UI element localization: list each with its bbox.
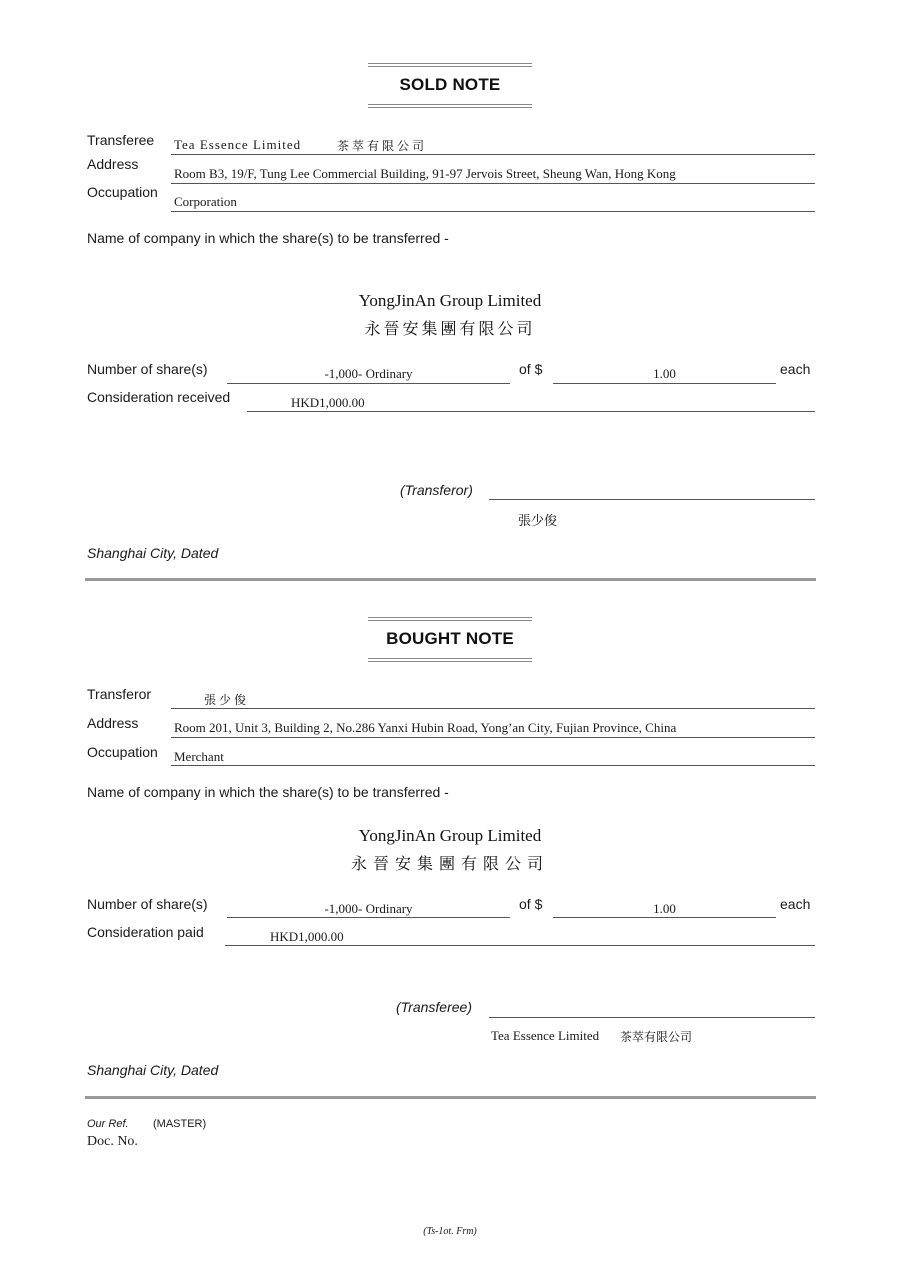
address-line (171, 183, 815, 184)
transferee-signature-line (489, 1017, 815, 1018)
section-divider (85, 1096, 816, 1099)
par-line (553, 917, 776, 918)
transferee-occupation: Corporation (174, 194, 237, 209)
each-label: each (780, 361, 811, 377)
company-name-zh: 永晉安集團有限公司 (364, 319, 536, 338)
our-ref-value: (MASTER) (153, 1118, 207, 1130)
of-label: of $ (519, 896, 543, 912)
occupation-line (171, 765, 815, 766)
section-divider (85, 578, 816, 581)
form-code: (Ts-1ot. Frm) (423, 1226, 477, 1237)
transferor-signature-line (489, 499, 815, 500)
transferor-label: Transferor (87, 686, 152, 702)
address-label: Address (87, 715, 139, 731)
transferor-name: 張少俊 (204, 693, 250, 707)
company-name-en: YongJinAn Group Limited (358, 826, 542, 845)
company-name-en: YongJinAn Group Limited (358, 291, 542, 310)
heading-rule-bottom (368, 104, 532, 108)
company-name-zh: 永晉安集團有限公司 (350, 854, 549, 873)
transferee-name: Tea Essence Limited (174, 137, 302, 152)
transferor-occupation: Merchant (174, 749, 224, 764)
sold-note-title: SOLD NOTE (399, 75, 501, 94)
par-value: 1.00 (653, 901, 676, 916)
shares-line (227, 383, 510, 384)
transferee-address: Room B3, 19/F, Tung Lee Commercial Building, 91-97 Jervois Street, Sheung Wan, Hong Kong (174, 166, 676, 181)
dated-label: Shanghai City, Dated (87, 1062, 219, 1078)
our-ref-label: Our Ref. (87, 1118, 129, 1130)
consideration-label: Consideration received (87, 389, 231, 405)
company-intro: Name of company in which the share(s) to be transferred - (87, 230, 449, 246)
shares-value: -1,000- Ordinary (324, 901, 413, 916)
of-label: of $ (519, 361, 543, 377)
occupation-label: Occupation (87, 184, 158, 200)
shares-label: Number of share(s) (87, 361, 208, 377)
dated-label: Shanghai City, Dated (87, 545, 219, 561)
sold-note-heading (368, 63, 532, 108)
transferor-address: Room 201, Unit 3, Building 2, No.286 Yanxi Hubin Road, Yong’an City, Fujian Province, China (174, 720, 677, 735)
transferee-label: Transferee (87, 132, 155, 148)
transferee-line (171, 154, 815, 155)
transferee-name-zh: 茶萃有限公司 (337, 139, 428, 153)
consideration-line (247, 411, 815, 412)
par-value: 1.00 (653, 366, 676, 381)
transferor-signatory-name: 張少俊 (518, 514, 558, 529)
consideration-value: HKD1,000.00 (270, 929, 344, 944)
address-line (171, 737, 815, 738)
consideration-value: HKD1,000.00 (291, 395, 365, 410)
company-intro: Name of company in which the share(s) to be transferred - (87, 784, 449, 800)
consideration-line (225, 945, 815, 946)
bought-note-heading (368, 617, 532, 662)
transferee-signatory-name-zh: 茶萃有限公司 (620, 1030, 693, 1044)
par-line (553, 383, 776, 384)
each-label: each (780, 896, 811, 912)
transferee-signatory-name: Tea Essence Limited (491, 1028, 600, 1043)
address-label: Address (87, 156, 139, 172)
occupation-label: Occupation (87, 744, 158, 760)
transferor-role-label: (Transferor) (400, 482, 473, 498)
doc-no-label: Doc. No. (87, 1134, 138, 1149)
occupation-line (171, 211, 815, 212)
transferor-line (171, 708, 815, 709)
heading-rule-bottom (368, 658, 532, 662)
shares-label: Number of share(s) (87, 896, 208, 912)
transferee-role-label: (Transferee) (396, 999, 472, 1015)
bought-note-title: BOUGHT NOTE (386, 629, 514, 648)
shares-value: -1,000- Ordinary (324, 366, 413, 381)
shares-line (227, 917, 510, 918)
consideration-label: Consideration paid (87, 924, 204, 940)
